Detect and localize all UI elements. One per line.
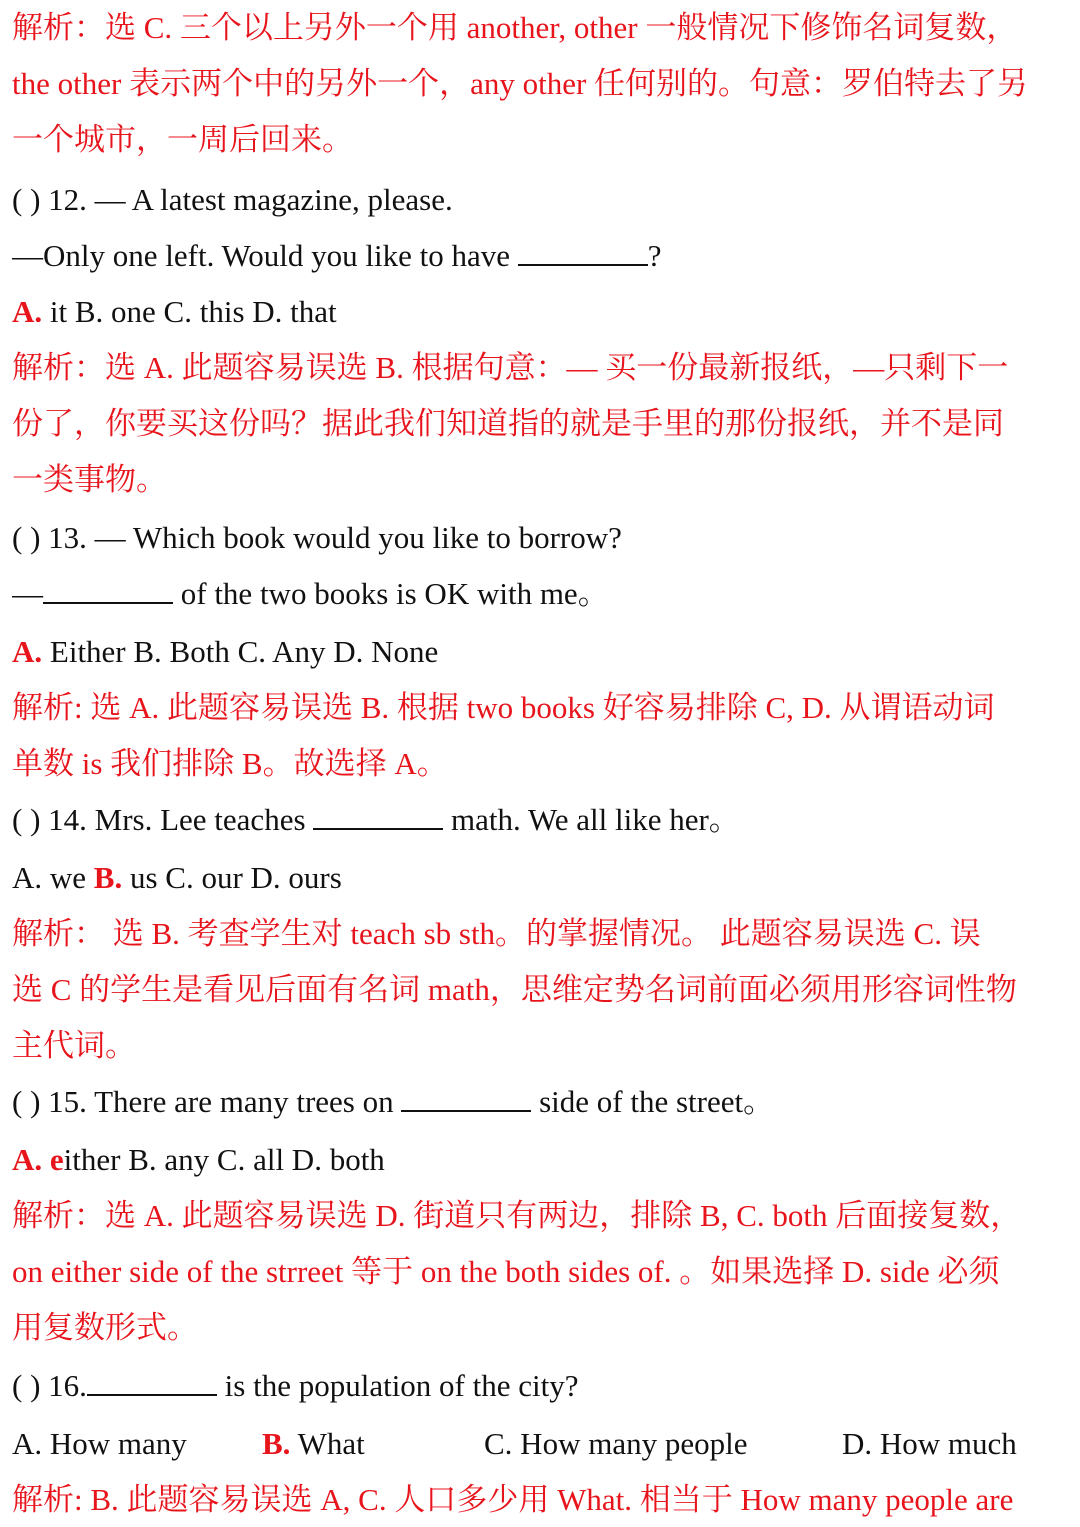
question-14-options xyxy=(12,858,1070,898)
explanation-14-line-1: 解析： 选 B. 考查学生对 teach sb sth。的掌握情况。 此题容易误选 C. 误 xyxy=(12,916,981,951)
options-text: ither B. any C. all D. both xyxy=(63,1142,385,1177)
explanation-12-line-2: 份了，你要买这份吗？据此我们知道指的就是手里的那份报纸，并不是同 xyxy=(12,406,1004,441)
option-b xyxy=(262,1424,484,1464)
answer-blank xyxy=(518,236,648,266)
option-b-text: What xyxy=(290,1426,365,1461)
option-d: D. How much xyxy=(842,1426,1017,1461)
correct-answer-marker: A. xyxy=(12,634,43,669)
correct-answer-marker: B. xyxy=(262,1426,291,1461)
explanation-14-line-3: 主代词。 xyxy=(12,1028,136,1063)
explanation-12-line-3: 一类事物。 xyxy=(12,462,167,497)
options-text: it B. one C. this D. that xyxy=(42,294,337,329)
explanation-11-line-2: the other 表示两个中的另外一个，any other 任何别的。句意：罗伯特去了另 xyxy=(12,66,1029,101)
explanation-15-line-1: 解析：选 A. 此题容易误选 D. 街道只有两边，排除 B, C. both 后面接复数， xyxy=(12,1198,1022,1233)
explanation-15-line-3: 用复数形式。 xyxy=(12,1310,198,1345)
correct-answer-marker: B. xyxy=(93,860,123,895)
question-16-number: ( ) 16. xyxy=(12,1368,87,1403)
question-16-text: is the population of the city? xyxy=(216,1368,579,1403)
question-15-text: ( ) 15. There are many trees on xyxy=(12,1084,394,1119)
explanation-15-line-2: on either side of the strreet 等于 on the both sides of. 。如果选择 D. side 必须 xyxy=(12,1254,1000,1289)
question-13-options xyxy=(12,632,1070,672)
answer-blank xyxy=(87,1366,217,1396)
question-15-options xyxy=(12,1140,1070,1180)
correct-answer-marker: A. e xyxy=(12,1142,64,1177)
question-13-reply-text: of the two books is OK with me。 xyxy=(173,576,609,611)
question-16 xyxy=(12,1366,1070,1406)
option-a: A. How many xyxy=(12,1426,187,1461)
answer-blank xyxy=(43,574,173,604)
explanation-12-line-1: 解析：选 A. 此题容易误选 B. 根据句意：— 买一份最新报纸，—只剩下一 xyxy=(12,350,1009,385)
question-14 xyxy=(12,800,1070,840)
question-12-reply xyxy=(12,236,1070,276)
question-15-text-end: side of the street。 xyxy=(531,1084,775,1119)
question-13: ( ) 13. — Which book would you like to borrow? xyxy=(12,520,622,555)
answer-blank xyxy=(313,800,443,830)
question-12: ( ) 12. — A latest magazine, please. xyxy=(12,182,453,217)
question-13-reply xyxy=(12,574,1070,614)
option-a: A. we xyxy=(12,860,94,895)
explanation-13-line-2: 单数 is 我们排除 B。故选择 A。 xyxy=(12,746,448,781)
explanation-11-line-1: 解析：选 C. 三个以上另外一个用 another, other 一般情况下修饰名词复数， xyxy=(12,10,1018,45)
explanation-11-line-3: 一个城市，一周后回来。 xyxy=(12,122,353,157)
dash: — xyxy=(12,576,43,611)
explanation-16-line-1: 解析: B. 此题容易误选 A, C. 人口多少用 What. 相当于 How many people are xyxy=(12,1482,1014,1517)
option-c: C. How many people xyxy=(484,1426,748,1461)
question-14-text-end: math. We all like her。 xyxy=(443,802,740,837)
question-15 xyxy=(12,1082,1070,1122)
question-14-text: ( ) 14. Mrs. Lee teaches xyxy=(12,802,306,837)
question-16-options xyxy=(12,1424,1070,1464)
answer-blank xyxy=(401,1082,531,1112)
options-text: us C. our D. ours xyxy=(122,860,342,895)
options-text: Either B. Both C. Any D. None xyxy=(42,634,439,669)
explanation-13-line-1: 解析: 选 A. 此题容易误选 B. 根据 two books 好容易排除 C, D. 从谓语动词 xyxy=(12,690,995,725)
explanation-14-line-2: 选 C 的学生是看见后面有名词 math，思维定势名词前面必须用形容词性物 xyxy=(12,972,1017,1007)
question-12-reply-text: —Only one left. Would you like to have xyxy=(12,238,511,273)
question-12-options xyxy=(12,292,1070,332)
correct-answer-marker: A. xyxy=(12,294,43,329)
question-mark: ? xyxy=(647,238,662,273)
